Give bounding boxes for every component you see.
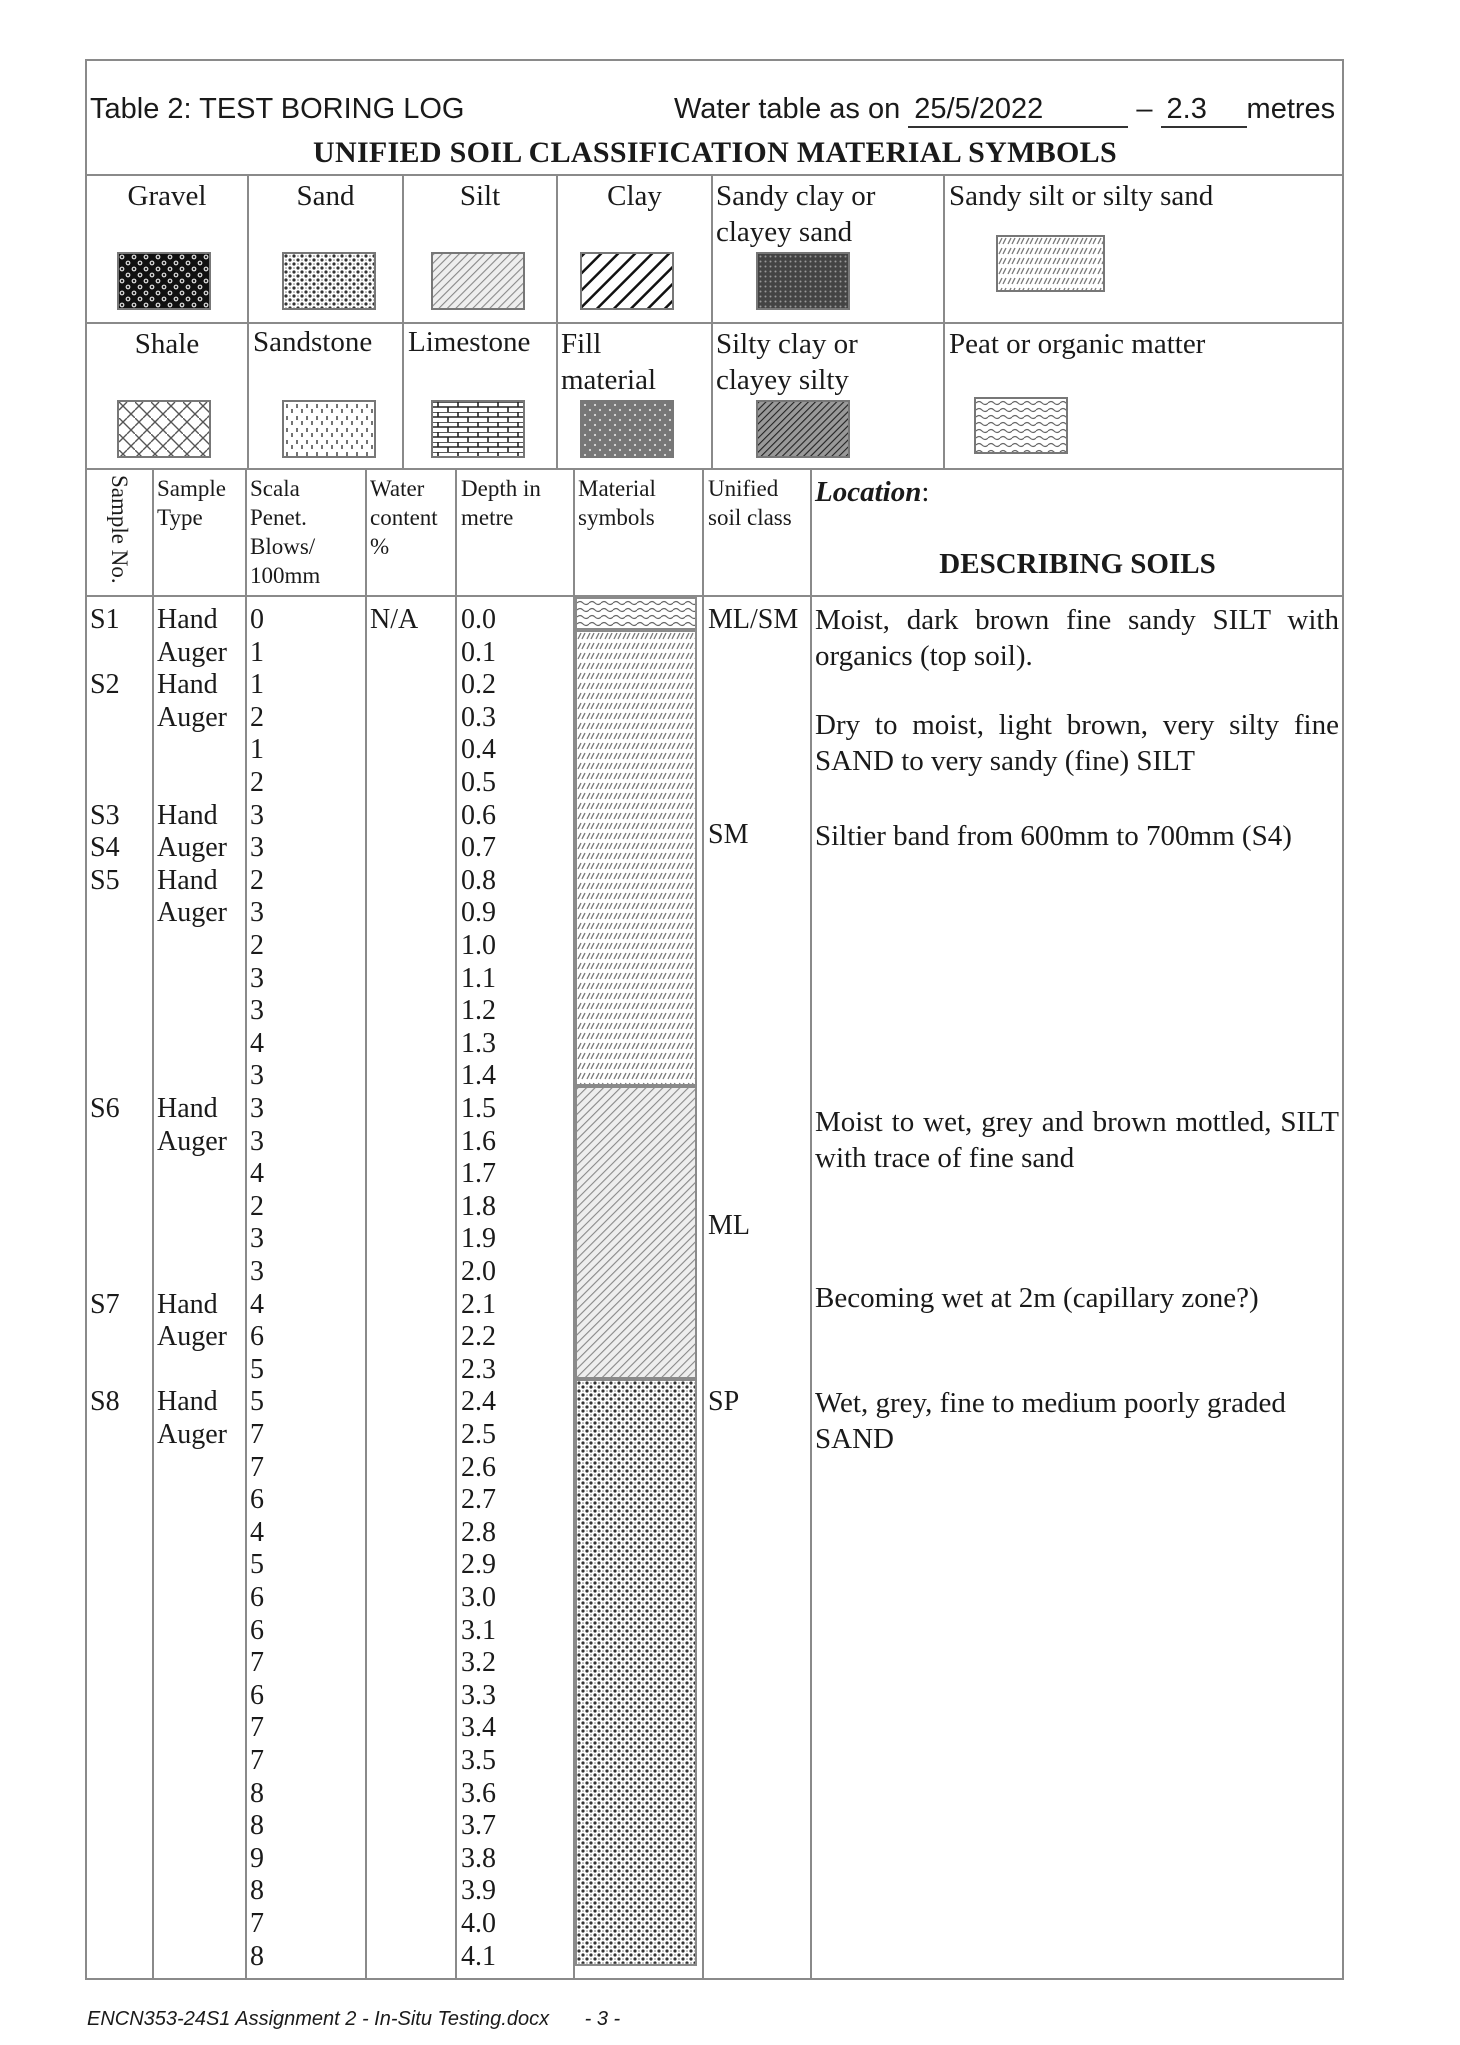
- sample-type: Hand: [157, 1386, 218, 1418]
- table-border-right: [1342, 59, 1344, 1980]
- depth-value: 2.7: [461, 1484, 496, 1516]
- depth-value: 3.7: [461, 1810, 496, 1842]
- soil-description: Siltier band from 600mm to 700mm (S4): [815, 819, 1292, 852]
- sand-pattern-icon: [282, 252, 376, 310]
- scala-blows-value: 7: [250, 1712, 264, 1744]
- depth-value: 4.0: [461, 1908, 496, 1939]
- sample-type: Hand: [157, 1093, 218, 1124]
- depth-value: 1.7: [461, 1158, 496, 1190]
- sample-type: Auger: [157, 1321, 227, 1353]
- column-header-sample-no: [86, 469, 152, 595]
- column-header-unified: Unified soil class: [708, 476, 792, 530]
- legend-label-shale: Shale: [134, 328, 200, 360]
- depth-value: 0.8: [461, 864, 496, 896]
- scala-blows-value: 7: [250, 1647, 264, 1679]
- depth-value: 2.6: [461, 1451, 496, 1483]
- depth-value: 4.1: [461, 1940, 496, 1972]
- divider: [86, 468, 1344, 470]
- scala-blows-value: 6: [250, 1484, 264, 1516]
- depth-value: 0.4: [461, 734, 496, 766]
- scala-blows-value: 6: [250, 1321, 264, 1353]
- divider: [556, 175, 558, 469]
- sandy-silt-pattern-icon: [577, 632, 695, 1084]
- depth-value: 0.0: [461, 604, 496, 635]
- footer-page-number: - 3 -: [584, 2008, 621, 2030]
- depth-value: 3.0: [461, 1582, 496, 1613]
- divider: [943, 175, 945, 469]
- legend-label-peat: Peat or organic matter: [949, 328, 1206, 360]
- sample-no: S1: [90, 604, 120, 635]
- depth-value: 3.4: [461, 1712, 496, 1744]
- soil-class: ML: [708, 1210, 750, 1242]
- soil-description: Moist, dark brown fine sandy SILT with organics (top soil).: [815, 604, 1339, 673]
- depth-value: 3.1: [461, 1614, 496, 1646]
- column-header-depth: Depth in metre: [461, 476, 541, 530]
- footer: [87, 2008, 620, 2031]
- water-table-date: 25/5/2022: [908, 93, 1128, 128]
- peat-pattern-icon: [577, 599, 695, 628]
- depth-value: 0.5: [461, 767, 496, 798]
- legend-label-sandy-clay: Sandy clay or clayey sand: [716, 180, 876, 248]
- scala-blows-value: 3: [250, 1093, 264, 1124]
- peat-pattern-icon: [974, 397, 1068, 454]
- depth-value: 3.3: [461, 1679, 496, 1711]
- depth-value: 0.2: [461, 669, 496, 701]
- legend-label-fill: Fill material: [561, 328, 657, 396]
- sample-type: Hand: [157, 864, 218, 896]
- soil-class: SM: [708, 819, 749, 851]
- column-header-material: Material symbols: [578, 476, 656, 530]
- soil-description: Moist to wet, grey and brown mottled, SILT with trace of fine sand: [815, 1106, 1339, 1175]
- scala-blows-value: 6: [250, 1679, 264, 1711]
- scala-blows-value: 3: [250, 799, 264, 831]
- scala-blows-value: 9: [250, 1842, 264, 1874]
- sandstone-pattern-icon: [282, 400, 376, 458]
- scala-blows-value: 1: [250, 636, 264, 668]
- depth-value: 3.5: [461, 1745, 496, 1776]
- sandy-clay-pattern-icon: [756, 252, 850, 310]
- depth-value: 2.4: [461, 1386, 496, 1418]
- divider: [152, 469, 154, 1979]
- scala-blows-value: 1: [250, 669, 264, 701]
- soil-description: Dry to moist, light brown, very silty fine SAND to very sandy (fine) SILT: [815, 708, 1339, 777]
- scala-blows-value: 8: [250, 1810, 264, 1842]
- depth-value: 2.8: [461, 1516, 496, 1548]
- depth-value: 2.9: [461, 1549, 496, 1581]
- depth-value: 1.6: [461, 1125, 496, 1157]
- silt-pattern-icon: [577, 1088, 695, 1377]
- scala-blows-value: 2: [250, 864, 264, 896]
- soil-class: SP: [708, 1386, 740, 1418]
- location-label: [815, 476, 929, 509]
- location-colon: :: [921, 476, 930, 508]
- sample-type: Auger: [157, 897, 227, 929]
- divider: [247, 175, 249, 469]
- depth-value: 1.8: [461, 1190, 496, 1222]
- depth-value: 2.1: [461, 1288, 496, 1320]
- scala-blows-value: 7: [250, 1451, 264, 1483]
- depth-value: 2.5: [461, 1419, 496, 1450]
- divider: [245, 469, 247, 1979]
- scala-blows-value: 3: [250, 1125, 264, 1157]
- depth-value: 1.9: [461, 1223, 496, 1255]
- divider: [702, 469, 704, 1979]
- divider: [711, 175, 713, 469]
- water-table-unit: metres: [1246, 93, 1336, 125]
- limestone-pattern-icon: [431, 400, 525, 458]
- table-title: Table 2: TEST BORING LOG: [90, 93, 465, 125]
- soil-description: Wet, grey, fine to medium poorly graded SAND: [815, 1386, 1286, 1455]
- scala-blows-value: 8: [250, 1875, 264, 1907]
- sample-type: Hand: [157, 799, 218, 831]
- scala-blows-value: 6: [250, 1614, 264, 1646]
- scala-blows-value: 4: [250, 1516, 264, 1548]
- divider: [86, 174, 1344, 176]
- depth-value: 3.6: [461, 1777, 496, 1809]
- legend-label-silt: Silt: [459, 180, 501, 212]
- depth-value: 3.9: [461, 1875, 496, 1907]
- silt-stratum: [575, 1086, 697, 1379]
- depth-value: 1.0: [461, 930, 496, 961]
- describing-soils-heading: DESCRIBING SOILS: [939, 548, 1216, 580]
- sample-type: Auger: [157, 636, 227, 668]
- sample-type: Auger: [157, 1125, 227, 1157]
- scala-blows-value: 2: [250, 930, 264, 961]
- depth-value: 0.1: [461, 636, 496, 668]
- depth-value: 2.2: [461, 1321, 496, 1353]
- water-table-prefix: Water table as on: [674, 93, 901, 125]
- depth-value: 0.7: [461, 832, 496, 864]
- sand-stratum: [575, 1379, 697, 1966]
- legend-label-gravel: Gravel: [127, 180, 207, 212]
- sample-no: S8: [90, 1386, 120, 1418]
- water-table-line: [674, 93, 1335, 128]
- legend-label-sand: Sand: [296, 180, 355, 212]
- divider: [810, 469, 812, 1979]
- depth-value: 1.2: [461, 995, 496, 1027]
- sample-type: Hand: [157, 1288, 218, 1320]
- soil-class: ML/SM: [708, 604, 799, 635]
- scala-blows-value: 8: [250, 1940, 264, 1972]
- peat-stratum: [575, 597, 697, 630]
- silt-pattern-icon: [431, 252, 525, 310]
- scala-blows-value: 7: [250, 1419, 264, 1450]
- sample-type: Hand: [157, 604, 218, 635]
- depth-value: 0.9: [461, 897, 496, 929]
- divider: [365, 469, 367, 1979]
- scala-blows-value: 7: [250, 1908, 264, 1939]
- scala-blows-value: 2: [250, 701, 264, 733]
- depth-value: 2.3: [461, 1353, 496, 1385]
- depth-value: 2.0: [461, 1256, 496, 1287]
- legend-label-sandy-silt: Sandy silt or silty sand: [949, 180, 1214, 212]
- table-border-bottom: [86, 1978, 1344, 1980]
- divider: [455, 469, 457, 1979]
- legend-label-silty-clay: Silty clay or clayey silty: [716, 328, 858, 396]
- clay-pattern-icon: [580, 252, 674, 310]
- sample-no-label: Sample No.: [107, 475, 132, 584]
- sample-type: Hand: [157, 669, 218, 701]
- depth-value: 3.2: [461, 1647, 496, 1679]
- soil-description: Becoming wet at 2m (capillary zone?): [815, 1282, 1259, 1315]
- scala-blows-value: 3: [250, 897, 264, 929]
- depth-value: 1.3: [461, 1027, 496, 1059]
- table-border-top: [86, 59, 1344, 61]
- scala-blows-value: 4: [250, 1158, 264, 1190]
- scala-blows-value: 3: [250, 1256, 264, 1287]
- scala-blows-value: 3: [250, 995, 264, 1027]
- footer-filename: ENCN353-24S1 Assignment 2 - In-Situ Testing.docx: [87, 2008, 550, 2030]
- scala-blows-value: 3: [250, 832, 264, 864]
- depth-value: 0.3: [461, 701, 496, 733]
- column-header-sample-type: Sample Type: [157, 476, 226, 530]
- sample-no: S2: [90, 669, 120, 701]
- sample-type: Auger: [157, 1419, 227, 1450]
- column-header-scala: Scala Penet. Blows/ 100mm: [250, 476, 321, 588]
- depth-value: 3.8: [461, 1842, 496, 1874]
- legend-label-clay: Clay: [607, 180, 662, 212]
- sample-no: S3: [90, 799, 120, 831]
- scala-blows-value: 3: [250, 962, 264, 994]
- location-label-text: Location: [815, 476, 922, 508]
- water-table-depth: 2.3: [1161, 93, 1247, 128]
- silty-clay-pattern-icon: [756, 400, 850, 458]
- sample-no: S6: [90, 1093, 120, 1124]
- scala-blows-value: 6: [250, 1582, 264, 1613]
- scala-blows-value: 4: [250, 1288, 264, 1320]
- sample-no: S5: [90, 864, 120, 896]
- scala-blows-value: 5: [250, 1353, 264, 1385]
- water-table-dash: –: [1136, 93, 1153, 125]
- legend-label-sandstone: Sandstone: [253, 326, 373, 358]
- shale-pattern-icon: [117, 400, 211, 458]
- scala-blows-value: 5: [250, 1549, 264, 1581]
- sandy-silt-pattern-icon: [996, 235, 1105, 292]
- legend-heading: UNIFIED SOIL CLASSIFICATION MATERIAL SYMBOLS: [313, 136, 1117, 169]
- sample-no: S7: [90, 1288, 120, 1320]
- scala-blows-value: 3: [250, 1223, 264, 1255]
- scala-blows-value: 2: [250, 767, 264, 798]
- depth-value: 1.1: [461, 962, 496, 994]
- scala-blows-value: 8: [250, 1777, 264, 1809]
- depth-value: 0.6: [461, 799, 496, 831]
- scala-blows-value: 7: [250, 1745, 264, 1776]
- legend-label-limestone: Limestone: [408, 326, 531, 358]
- sample-type: Auger: [157, 832, 227, 864]
- water-content-value: N/A: [370, 604, 419, 635]
- scala-blows-value: 1: [250, 734, 264, 766]
- depth-value: 1.4: [461, 1060, 496, 1092]
- scala-blows-value: 4: [250, 1027, 264, 1059]
- gravel-pattern-icon: [117, 252, 211, 310]
- divider: [86, 595, 1344, 597]
- fill-pattern-icon: [580, 400, 674, 458]
- column-header-water-content: Water content %: [370, 476, 438, 559]
- scala-blows-value: 2: [250, 1190, 264, 1222]
- sample-no: S4: [90, 832, 120, 864]
- scala-blows-value: 3: [250, 1060, 264, 1092]
- sand-pattern-icon: [577, 1381, 695, 1964]
- sandy-silt-stratum: [575, 630, 697, 1086]
- scala-blows-value: 0: [250, 604, 264, 635]
- sample-type: Auger: [157, 701, 227, 733]
- scala-blows-value: 5: [250, 1386, 264, 1418]
- depth-value: 1.5: [461, 1093, 496, 1124]
- divider: [402, 175, 404, 469]
